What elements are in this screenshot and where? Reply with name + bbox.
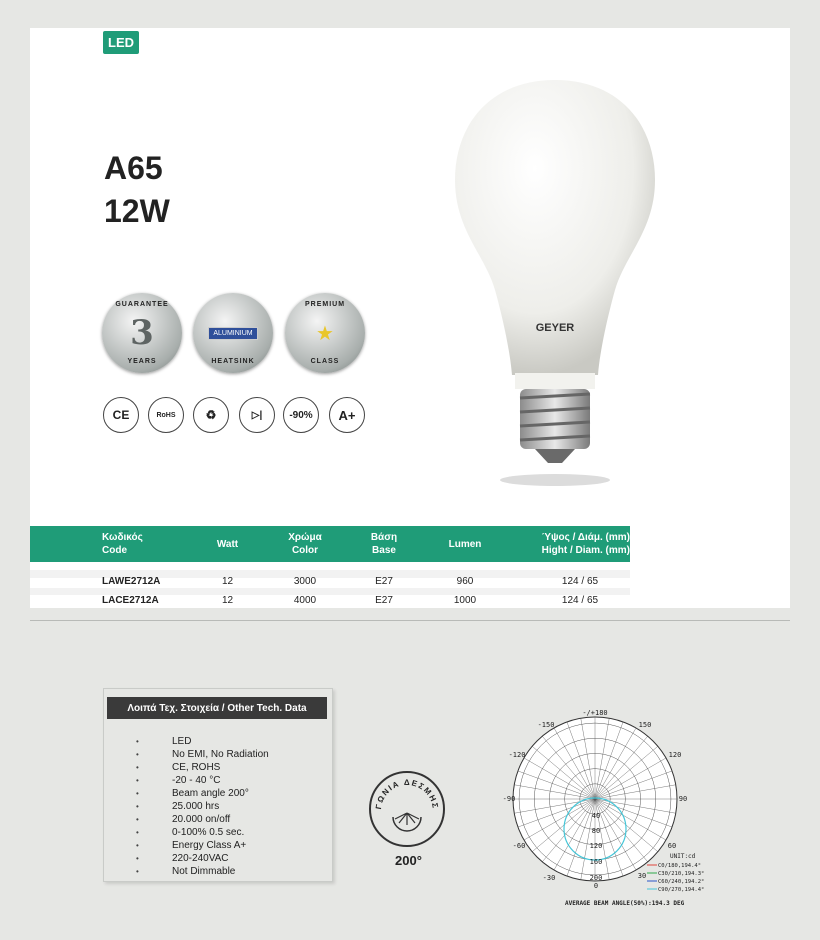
brand-logo: GEYER [535,322,575,334]
list-item: • No EMI, No Radiation [136,748,269,761]
led-badge: LED [103,31,139,54]
other-tech-data-list [136,735,269,878]
section-divider [30,620,790,621]
row-separator [30,588,630,595]
header-base: Βάση Base [370,532,398,556]
beam-angle-icon [369,771,445,847]
premium-medal [285,293,365,373]
medal-bottom-text: HEATSINK [211,358,255,365]
star-icon: ★ [316,322,334,345]
heatsink-medal [193,293,273,373]
angle-label: -/+180 [582,709,608,717]
legend-item: C30/210,194.3° [658,871,705,877]
angle-label: 0 [593,882,599,890]
header-lumen: Lumen [448,539,482,550]
angle-label: 90 [678,795,688,803]
energy-class-icon: A+ [329,397,365,433]
ce-icon: CE [103,397,139,433]
unit-label: UNIT:cd [670,853,696,860]
medal-center-text: 3 [130,313,154,353]
radial-label: 200 [589,874,603,882]
list-item: • 25.000 hrs [136,800,269,813]
header-dimensions: Ύψος / Διάμ. (mm) Hight / Diam. (mm) [541,532,630,556]
recycle-icon: ♻ [193,397,229,433]
legend-item: C60/240,194.2° [658,879,705,885]
list-item: • Energy Class A+ [136,839,269,852]
medal-bottom-text: YEARS [127,358,157,365]
list-item: • Beam angle 200° [136,787,269,800]
list-item: • 20.000 on/off [136,813,269,826]
angle-label: -30 [542,874,556,882]
other-tech-data-box [103,688,333,882]
radial-label: 40 [591,812,601,820]
table-header [30,526,630,562]
medal-top-text: GUARANTEE [115,301,169,308]
medal-top-text: PREMIUM [304,301,346,308]
legend-item: C90/270,194.4° [658,887,705,893]
medal-bottom-text: CLASS [310,358,340,365]
header-watt: Watt [216,539,239,550]
beam-angle-footer: AVERAGE BEAM ANGLE(50%):194.3 DEG [565,900,685,907]
polar-diagram [495,700,725,910]
list-item: • Not Dimmable [136,865,269,878]
angle-label: -120 [508,751,526,759]
header-color: Χρώμα Color [288,532,322,556]
angle-label: 120 [668,751,682,759]
radial-label: 160 [589,858,603,866]
svg-text:ΓΩΝΙΑ ΔΕΣΜΗΣ [374,778,440,810]
bulb-image [440,80,670,490]
energy-saving-icon: -90% [283,397,319,433]
medal-center-text: ALUMINIUM [208,327,257,340]
beam-angle-value: 200° [395,853,422,868]
angle-label: -90 [502,795,516,803]
polar-legend [647,863,704,893]
beam-label: ΓΩΝΙΑ ΔΕΣΜΗΣ [373,777,441,810]
other-tech-data-title: Λοιπά Τεχ. Στοιχεία / Other Tech. Data [107,697,327,719]
list-item: • LED [136,735,269,748]
list-item: • CE, ROHS [136,761,269,774]
list-item: • 220-240VAC [136,852,269,865]
list-item: • 0-100% 0.5 sec. [136,826,269,839]
angle-label: 60 [667,842,677,850]
radial-label: 80 [591,827,601,835]
polar-grid [513,717,677,881]
model-title: A65 [104,150,163,186]
table-row: LACE2712A 12 4000 E27 1000 124 / 65 [102,595,599,606]
angle-label: -60 [512,842,526,850]
header-code: Κωδικός Code [102,532,143,556]
legend-item: C0/180,194.4° [658,863,702,869]
diode-icon: ▷| [239,397,275,433]
radial-label: 120 [589,842,603,850]
rohs-icon: RoHS [148,397,184,433]
table-row: LAWE2712A 12 3000 E27 960 124 / 65 [102,576,599,587]
angle-label: -150 [537,721,555,729]
angle-label: 30 [637,872,647,880]
power-title: 12W [104,193,170,229]
angle-label: 150 [638,721,652,729]
list-item: • -20 - 40 °C [136,774,269,787]
guarantee-medal [102,293,182,373]
